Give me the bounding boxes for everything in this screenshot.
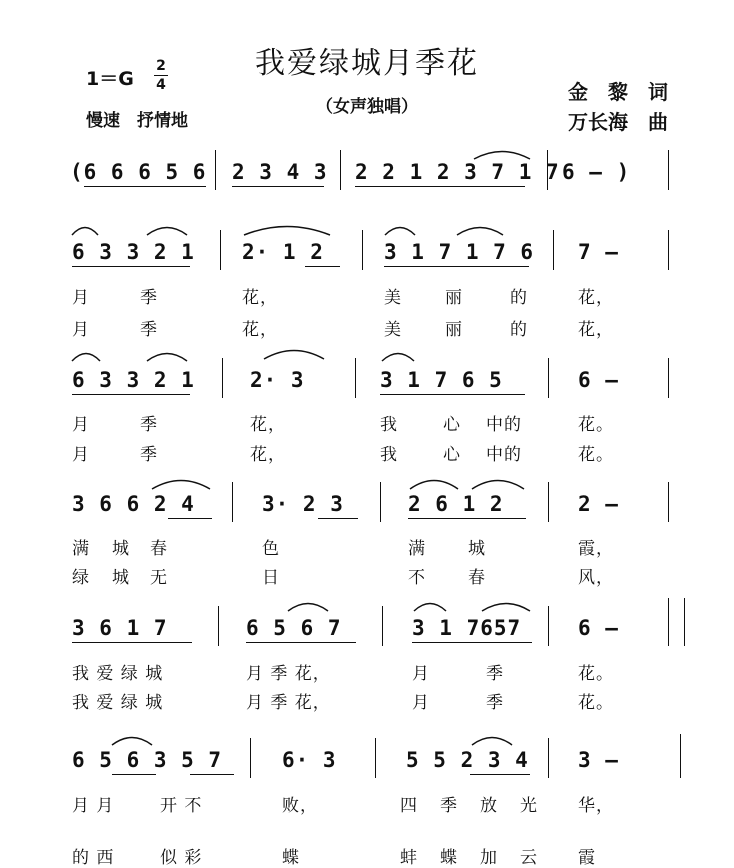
line1-verse2-word: 月 xyxy=(72,320,90,340)
line2-bar-3: 3 1 7 6 5 xyxy=(380,368,503,392)
line5-verse2-word: 蝶 xyxy=(282,848,300,868)
line3-bar-3: 2 6 1 2 xyxy=(408,492,504,516)
intro-bar-3: 2 2 1 2 3 7 1 7 xyxy=(355,160,560,184)
line5-verse2-word: 的 西 xyxy=(72,848,115,868)
barline xyxy=(362,230,363,270)
line3-verse1-word: 满 xyxy=(408,539,426,559)
line4-bar-3: 3 1 7657 xyxy=(412,616,522,640)
line4-verse2-phrase: 月 季 花， xyxy=(246,693,331,713)
line1-bar-3: 3 1 7 1 7 6 xyxy=(384,240,535,264)
line5-verse2-word: 蝶 xyxy=(440,848,458,868)
slur xyxy=(70,224,100,236)
line2-verse1-word: 月 xyxy=(72,415,90,435)
line3-verse2-word: 风， xyxy=(578,568,614,588)
line2-verse2-word: 季 xyxy=(140,445,158,465)
intro-bar-2: 2 3 4 3 xyxy=(232,160,328,184)
line1-verse2-word: 丽 xyxy=(445,320,463,340)
intro-bar-1: (6 6 6 5 6 xyxy=(70,160,207,184)
barline xyxy=(340,150,341,190)
line1-verse2-word: 季 xyxy=(140,320,158,340)
line1-verse1-word: 季 xyxy=(140,288,158,308)
line5-verse1-word: 四 xyxy=(400,796,418,816)
underline-beam xyxy=(355,186,525,187)
line1-verse1-word: 美 xyxy=(384,288,402,308)
underline-beam xyxy=(72,642,192,643)
line5-verse1-word: 月 月 xyxy=(72,796,115,816)
barline xyxy=(548,482,549,522)
barline xyxy=(215,150,216,190)
line1-bar-4: 7 – xyxy=(578,240,619,264)
line3-bar-1: 3 6 6 2 4 xyxy=(72,492,195,516)
slur xyxy=(145,350,189,362)
line5-verse2-word: 云 xyxy=(520,848,538,868)
line1-bar-2: 2· 1 2 xyxy=(242,240,324,264)
slur xyxy=(470,734,514,746)
line4-verse1-word: 季 xyxy=(486,664,504,684)
time-sig-top: 2 xyxy=(156,58,166,74)
barline xyxy=(553,230,554,270)
line4-verse1-word: 月 xyxy=(412,664,430,684)
underline-beam xyxy=(232,186,324,187)
line5-bar-4: 3 – xyxy=(578,748,619,772)
slur xyxy=(408,476,460,490)
line4-bar-1: 3 6 1 7 xyxy=(72,616,168,640)
barline xyxy=(380,482,381,522)
line4-verse2-word: 季 xyxy=(486,693,504,713)
line5-bar-1: 6 5 6 3 5 7 xyxy=(72,748,223,772)
slur xyxy=(262,346,326,360)
line3-verse1-word: 满 xyxy=(72,539,90,559)
slur xyxy=(472,148,532,160)
line2-verse1-word: 我 xyxy=(380,415,398,435)
line1-verse2-word: 美 xyxy=(384,320,402,340)
barline xyxy=(668,150,669,190)
line3-verse1-word: 春 xyxy=(150,539,168,559)
line2-verse2-word: 中的 xyxy=(486,445,522,465)
underline-beam xyxy=(384,266,529,267)
line3-verse2-word: 绿 xyxy=(72,568,90,588)
time-sig-line xyxy=(154,75,168,76)
barline xyxy=(668,598,669,646)
line2-verse2-word: 花， xyxy=(250,445,286,465)
line1-verse2-word: 花， xyxy=(242,320,278,340)
line2-bar-2: 2· 3 xyxy=(250,368,305,392)
line2-verse1-word: 中的 xyxy=(486,415,522,435)
underline-beam xyxy=(380,394,525,395)
line5-verse1-word: 开 不 xyxy=(160,796,203,816)
underline-beam xyxy=(246,642,356,643)
line1-verse1-word: 丽 xyxy=(445,288,463,308)
slur xyxy=(470,476,526,490)
slur xyxy=(70,350,102,362)
barline xyxy=(668,358,669,398)
line4-verse2-word: 花。 xyxy=(578,693,614,713)
barline xyxy=(382,606,383,646)
line2-verse1-word: 花， xyxy=(250,415,286,435)
line4-bar-2: 6 5 6 7 xyxy=(246,616,342,640)
time-sig-bottom: 4 xyxy=(156,77,166,93)
line3-verse1-word: 城 xyxy=(112,539,130,559)
slur xyxy=(455,224,505,236)
underline-beam xyxy=(84,186,206,187)
barline xyxy=(355,358,356,398)
line3-verse2-word: 春 xyxy=(468,568,486,588)
line5-verse1-word: 败， xyxy=(282,796,318,816)
tempo-marking: 慢速 抒情地 xyxy=(86,111,188,131)
line4-verse2-word: 月 xyxy=(412,693,430,713)
underline-beam xyxy=(72,394,190,395)
lyricist-credit: 金 黎 词 xyxy=(568,80,668,104)
slur xyxy=(412,600,448,612)
barline xyxy=(375,738,376,778)
line5-verse1-word: 华， xyxy=(578,796,614,816)
line4-bar-4: 6 – xyxy=(578,616,619,640)
line2-verse2-word: 月 xyxy=(72,445,90,465)
slur xyxy=(150,476,212,490)
barline xyxy=(684,598,685,646)
line5-verse2-word: 加 xyxy=(480,848,498,868)
line5-verse1-word: 光 xyxy=(520,796,538,816)
barline xyxy=(547,150,548,190)
underline-beam xyxy=(168,518,212,519)
slur xyxy=(286,600,330,612)
time-signature xyxy=(154,58,168,93)
line5-verse2-word: 霞 xyxy=(578,848,596,868)
line3-bar-4: 2 – xyxy=(578,492,619,516)
line2-verse1-word: 花。 xyxy=(578,415,614,435)
slur xyxy=(145,224,189,236)
line4-verse1-phrase: 我 爱 绿 城 xyxy=(72,664,164,684)
slur xyxy=(380,350,416,362)
line5-bar-2: 6· 3 xyxy=(282,748,337,772)
line1-bar-1: 6 3 3 2 1 xyxy=(72,240,195,264)
line3-bar-2: 3· 2 3 xyxy=(262,492,344,516)
line2-verse2-word: 我 xyxy=(380,445,398,465)
line1-verse1-word: 花， xyxy=(242,288,278,308)
line3-verse2-word: 不 xyxy=(408,568,426,588)
barline xyxy=(232,482,233,522)
line1-verse2-word: 花， xyxy=(578,320,614,340)
line1-verse1-word: 花， xyxy=(578,288,614,308)
line3-verse1-word: 色 xyxy=(262,539,280,559)
key-signature: 1＝G xyxy=(86,68,134,90)
underline-beam xyxy=(112,774,156,775)
intro-bar-4: 6 – ) xyxy=(562,160,631,184)
barline xyxy=(548,738,549,778)
line2-verse1-word: 心 xyxy=(443,415,461,435)
barline xyxy=(668,482,669,522)
line1-verse2-word: 的 xyxy=(510,320,528,340)
slur xyxy=(110,734,154,746)
song-subtitle: （女声独唱） xyxy=(316,97,418,117)
line3-verse1-word: 霞， xyxy=(578,539,614,559)
line3-verse2-word: 城 xyxy=(112,568,130,588)
line2-bar-4: 6 – xyxy=(578,368,619,392)
line2-verse2-word: 心 xyxy=(443,445,461,465)
line2-bar-1: 6 3 3 2 1 xyxy=(72,368,195,392)
barline xyxy=(250,738,251,778)
line5-verse1-word: 季 xyxy=(440,796,458,816)
line3-verse2-word: 日 xyxy=(262,568,280,588)
slur xyxy=(480,600,532,612)
underline-beam xyxy=(412,642,532,643)
barline xyxy=(548,606,549,646)
line4-verse1-word: 花。 xyxy=(578,664,614,684)
slur xyxy=(383,224,417,236)
barline xyxy=(220,230,221,270)
underline-beam xyxy=(470,774,530,775)
barline xyxy=(218,606,219,646)
underline-beam xyxy=(72,266,190,267)
line5-bar-3: 5 5 2 3 4 xyxy=(406,748,529,772)
line1-verse1-word: 月 xyxy=(72,288,90,308)
composer-credit: 万长海 曲 xyxy=(568,110,668,134)
underline-beam xyxy=(408,518,526,519)
underline-beam xyxy=(305,266,340,267)
line2-verse1-word: 季 xyxy=(140,415,158,435)
underline-beam xyxy=(190,774,234,775)
barline xyxy=(222,358,223,398)
line4-verse2-phrase: 我 爱 绿 城 xyxy=(72,693,164,713)
slur xyxy=(242,222,332,236)
line4-verse1-phrase: 月 季 花， xyxy=(246,664,331,684)
song-title: 我爱绿城月季花 xyxy=(255,46,479,81)
line2-verse2-word: 花。 xyxy=(578,445,614,465)
line5-verse2-word: 蚌 xyxy=(400,848,418,868)
barline xyxy=(680,734,681,778)
line3-verse2-word: 无 xyxy=(150,568,168,588)
line1-verse1-word: 的 xyxy=(510,288,528,308)
barline xyxy=(548,358,549,398)
underline-beam xyxy=(318,518,358,519)
line5-verse2-word: 似 彩 xyxy=(160,848,203,868)
line5-verse1-word: 放 xyxy=(480,796,498,816)
line3-verse1-word: 城 xyxy=(468,539,486,559)
barline xyxy=(668,230,669,270)
